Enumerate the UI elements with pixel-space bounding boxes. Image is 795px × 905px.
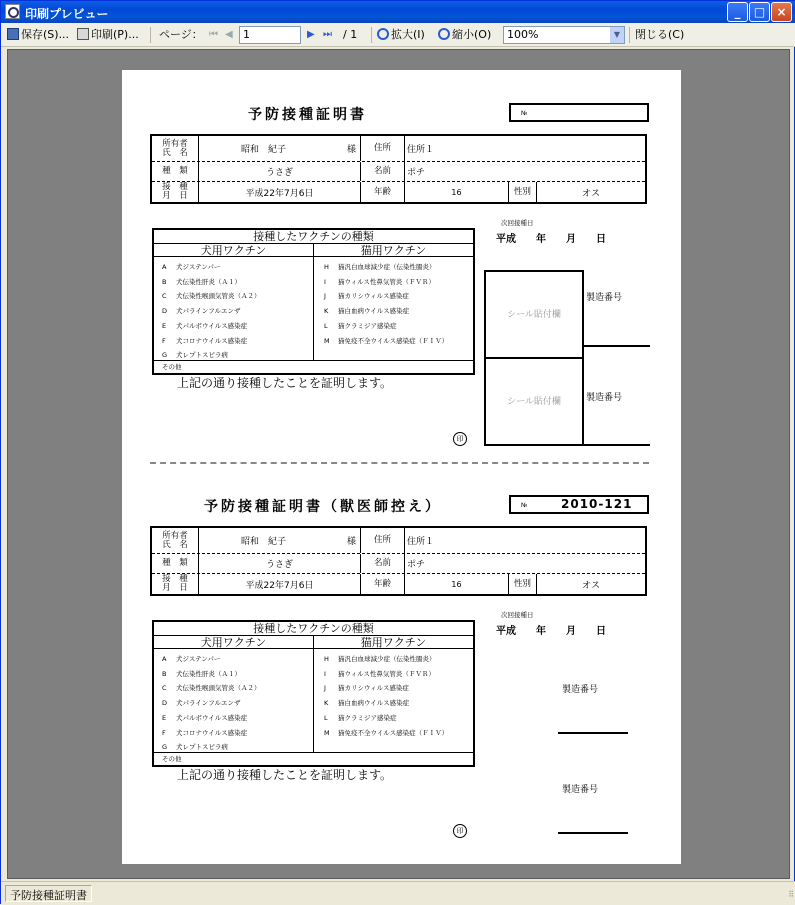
vaccine-header: 接種したワクチンの種類 [154, 230, 473, 244]
dog-vaccine-header: 犬用ワクチン [154, 244, 313, 257]
lot-number-label: 製造番号 [562, 685, 599, 695]
age-value: 16 [405, 574, 509, 594]
save-button[interactable] [7, 27, 69, 43]
zoom-out-label: 縮小(O) [452, 28, 492, 41]
first-page-icon[interactable]: ⏮ [209, 29, 218, 40]
dog-vaccine-item: B 犬伝染性肝炎（Ａ１） [162, 277, 241, 286]
kind-label: 種 類 [152, 554, 199, 573]
next-date-value: 平成 年 月 日 [496, 234, 606, 245]
date-row [152, 574, 645, 594]
kind-value: うさぎ [199, 554, 361, 573]
next-date-label: 次回接種日 [501, 611, 534, 619]
vaccine-table [152, 228, 475, 375]
owner-name [199, 528, 361, 553]
cat-vaccine-item: I 猫ウィルス性鼻気管炎（ＦＶＲ） [324, 277, 435, 286]
title-bar[interactable] [1, 1, 795, 23]
certificate-number-box [509, 495, 649, 514]
owner-label: 所有者 氏 名 [152, 136, 199, 161]
seal-box [484, 357, 584, 446]
number-label: № [521, 502, 528, 509]
close-preview-button[interactable]: 閉じる(C) [635, 28, 685, 41]
certificate-number-box [509, 103, 649, 122]
cat-vaccine-list [324, 260, 448, 348]
dog-vaccine-item: F 犬コロナウイルス感染症 [162, 336, 248, 345]
page-number-input[interactable]: 1 [239, 26, 301, 44]
dog-vaccine-item: C 犬伝染性喉頭気管炎（Ａ２） [162, 684, 261, 693]
status-bar [1, 881, 795, 905]
date-label: 接 種 月 日 [152, 574, 199, 594]
maximize-button[interactable]: □ [749, 2, 770, 22]
zoom-select[interactable] [503, 26, 625, 44]
dog-vaccine-item: A 犬ジステンパー [162, 655, 221, 663]
vaccine-table [152, 620, 475, 767]
sex-label: 性別 [509, 182, 537, 202]
cat-vaccine-header: 猫用ワクチン [314, 636, 473, 649]
certify-text: 上記の通り接種したことを証明します。 [177, 376, 393, 390]
seal-text: シール貼付欄 [507, 310, 561, 320]
kind-label: 種 類 [152, 162, 199, 181]
dog-vaccine-item: E 犬パルボウイルス感染症 [162, 713, 248, 722]
certificate-number: 2010-121 [561, 497, 633, 511]
stamp-mark: 印 [453, 824, 467, 838]
status-tab: 予防接種証明書 [5, 885, 92, 902]
cat-vaccine-item: K 猫白血病ウイルス感染症 [324, 307, 410, 316]
dog-vaccine-item: B 犬伝染性肝炎（Ａ１） [162, 669, 241, 678]
kind-row [152, 554, 645, 574]
seal-box [484, 270, 584, 359]
number-label: № [521, 110, 528, 117]
pet-name-value: ポチ [407, 560, 426, 570]
cut-line [150, 462, 649, 464]
cat-vaccine-item: M 猫免疫不全ウイルス感染症（ＦＩＶ） [324, 728, 449, 737]
lot-number-label: 製造番号 [562, 785, 599, 795]
toolbar-separator [629, 27, 630, 43]
next-page-icon[interactable]: ▶ [307, 29, 315, 40]
toolbar [1, 23, 795, 47]
seal-text: シール貼付欄 [507, 397, 561, 407]
printer-icon [77, 28, 89, 40]
address-value: 住所１ [407, 145, 435, 155]
sex-value: オス [582, 580, 600, 591]
address-label: 住所 [361, 528, 405, 553]
cat-vaccine-item: L 猫クラミジア感染症 [324, 713, 397, 722]
owner-label: 所有者 氏 名 [152, 528, 199, 553]
close-window-button[interactable]: × [771, 2, 792, 22]
owner-info-table [150, 134, 647, 204]
lot-number-line [558, 732, 628, 734]
dog-vaccine-header: 犬用ワクチン [154, 636, 313, 649]
print-button[interactable] [77, 27, 139, 43]
lot-number-line [584, 444, 650, 446]
dog-vaccine-item: D 犬パラインフルエンザ [162, 307, 241, 316]
prev-page-icon[interactable]: ◀ [225, 29, 233, 40]
certificate-title: 予防接種証明書 [248, 107, 367, 123]
owner-row [152, 528, 645, 554]
cat-vaccine-item: H 猫汎白血球減少症（伝染性腸炎） [324, 263, 436, 271]
dog-vaccine-item: F 犬コロナウイルス感染症 [162, 728, 248, 737]
date-value: 平成22年7月6日 [199, 574, 361, 594]
cat-vaccine-item: K 猫白血病ウイルス感染症 [324, 699, 410, 708]
pet-name-label: 名前 [361, 162, 405, 181]
dog-vaccine-item: C 犬伝染性喉頭気管炎（Ａ２） [162, 292, 261, 301]
save-icon [7, 28, 19, 40]
toolbar-separator [371, 27, 372, 43]
cat-vaccine-item: H 猫汎白血球減少症（伝染性腸炎） [324, 655, 436, 663]
honorific: 様 [346, 145, 356, 155]
next-date-value: 平成 年 月 日 [496, 626, 606, 637]
pet-name-value: ポチ [407, 168, 426, 178]
lot-number-line [584, 345, 650, 347]
print-preview-icon [5, 4, 20, 19]
age-label: 年齢 [361, 574, 405, 594]
dropdown-icon[interactable]: ▼ [610, 27, 624, 43]
vaccine-divider [313, 636, 314, 752]
resize-grip[interactable]: ⠿ [788, 890, 794, 899]
zoom-in-icon [377, 28, 389, 40]
dog-vaccine-item: D 犬パラインフルエンザ [162, 699, 241, 708]
other-vaccine: その他 [154, 360, 473, 373]
owner-info-table [150, 526, 647, 596]
cat-vaccine-item: M 猫免疫不全ウイルス感染症（ＦＩＶ） [324, 336, 449, 345]
cat-vaccine-item: L 猫クラミジア感染症 [324, 321, 397, 330]
cat-vaccine-item: J 猫カリシウィルス感染症 [324, 684, 409, 693]
toolbar-separator [150, 27, 151, 43]
minimize-button[interactable]: _ [727, 2, 748, 22]
preview-viewport[interactable] [7, 49, 790, 879]
last-page-icon[interactable]: ⏭ [323, 29, 332, 40]
dog-vaccine-list [162, 260, 261, 363]
address-value: 住所１ [407, 537, 435, 547]
kind-value: うさぎ [199, 162, 361, 181]
next-date-label: 次回接種日 [501, 219, 534, 227]
owner-name [199, 136, 361, 161]
dog-vaccine-list [162, 652, 261, 755]
dog-vaccine-item: E 犬パルボウイルス感染症 [162, 321, 248, 330]
stamp-mark: 印 [453, 432, 467, 446]
print-label: 印刷(P)... [91, 28, 139, 41]
lot-number-label: 製造番号 [586, 393, 623, 403]
pet-name-label: 名前 [361, 554, 405, 573]
date-value: 平成22年7月6日 [199, 182, 361, 202]
save-label: 保存(S)... [21, 28, 70, 41]
cat-vaccine-header: 猫用ワクチン [314, 244, 473, 257]
owner-name-text: 昭和 紀子 [241, 537, 287, 547]
age-label: 年齢 [361, 182, 405, 202]
zoom-in-label: 拡大(I) [391, 28, 425, 41]
lot-number-line [558, 832, 628, 834]
window-title: 印刷プレビュー [25, 7, 109, 21]
other-vaccine: その他 [154, 752, 473, 765]
lot-number-label: 製造番号 [586, 293, 623, 303]
date-row [152, 182, 645, 202]
zoom-out-icon [438, 28, 450, 40]
paper-page [122, 70, 681, 864]
honorific: 様 [346, 537, 356, 547]
cat-vaccine-item: I 猫ウィルス性鼻気管炎（ＦＶＲ） [324, 669, 435, 678]
certificate-title: 予防接種証明書（獣医師控え） [204, 499, 442, 515]
age-value: 16 [405, 182, 509, 202]
cat-vaccine-item: J 猫カリシウィルス感染症 [324, 292, 409, 301]
date-label: 接 種 月 日 [152, 182, 199, 202]
dog-vaccine-item: G 犬レプトスピラ病 [162, 743, 228, 752]
owner-row [152, 136, 645, 162]
page-total: / 1 [343, 28, 358, 41]
page-label: ページ： [159, 28, 203, 41]
kind-row [152, 162, 645, 182]
sex-label: 性別 [509, 574, 537, 594]
owner-name-text: 昭和 紀子 [241, 145, 287, 155]
address-label: 住所 [361, 136, 405, 161]
zoom-in-button[interactable] [377, 27, 425, 43]
certify-text: 上記の通り接種したことを証明します。 [177, 768, 393, 782]
dog-vaccine-item: G 犬レプトスピラ病 [162, 351, 228, 360]
zoom-value: 100% [507, 28, 539, 41]
vaccine-divider [313, 244, 314, 360]
cat-vaccine-list [324, 652, 448, 740]
vaccine-header: 接種したワクチンの種類 [154, 622, 473, 636]
sex-value: オス [582, 188, 600, 199]
dog-vaccine-item: A 犬ジステンパー [162, 263, 221, 271]
zoom-out-button[interactable] [438, 27, 491, 43]
